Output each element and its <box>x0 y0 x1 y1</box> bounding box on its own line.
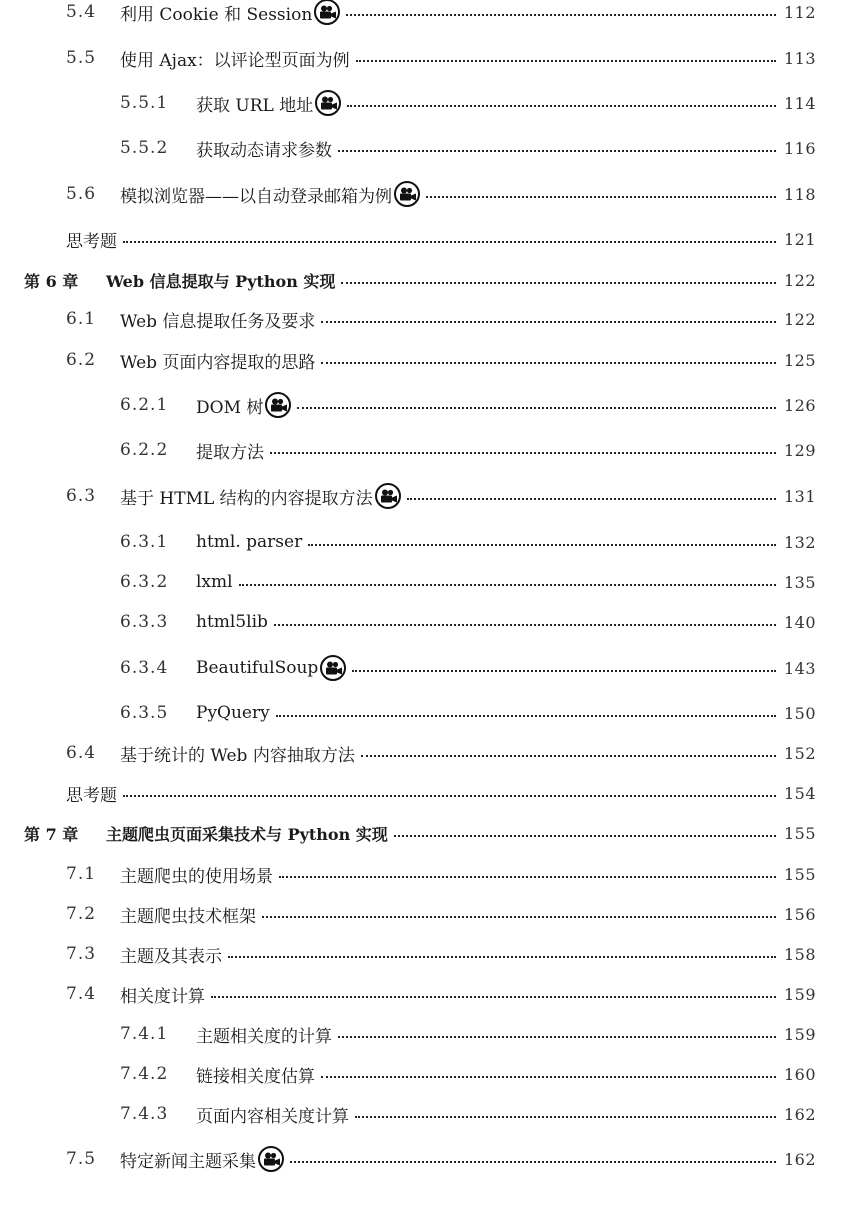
toc-page-number: 162 <box>783 1149 816 1169</box>
toc-entry-title: DOM 树 <box>196 397 264 418</box>
toc-page-number: 129 <box>783 440 816 460</box>
dot-leader <box>211 996 776 998</box>
toc-entry-number: 6.3.4 <box>120 658 169 678</box>
dot-leader <box>290 1161 776 1163</box>
dot-leader <box>239 584 776 586</box>
toc-page-number: 158 <box>783 944 816 964</box>
toc-entry-row[interactable] <box>120 1099 816 1129</box>
toc-entry-title: 获取 URL 地址 <box>196 95 314 116</box>
toc-entry-title: 主题相关度的计算 <box>196 1026 332 1047</box>
toc-page-number: 132 <box>783 532 816 552</box>
toc-entry-row[interactable] <box>120 1019 816 1049</box>
toc-entry-number: 7.4.2 <box>120 1064 169 1084</box>
toc-entry-number: 6.3.3 <box>120 612 169 632</box>
toc-page-number: 112 <box>783 2 816 22</box>
toc-chapter-row[interactable] <box>24 818 816 848</box>
toc-page-number: 154 <box>783 783 816 803</box>
toc-entry-row[interactable] <box>66 859 816 889</box>
dot-leader <box>262 916 776 918</box>
toc-entry-row[interactable] <box>66 0 816 27</box>
dot-leader <box>361 755 776 757</box>
toc-entry-number: 6.4 <box>66 743 97 763</box>
toc-entry-number: 6.2 <box>66 350 97 370</box>
toc-entry-number: 第 6 章 <box>24 271 79 291</box>
toc-entry-row[interactable] <box>66 1144 816 1174</box>
toc-page-number: 125 <box>783 350 816 370</box>
toc-entry-row[interactable] <box>66 179 816 209</box>
video-camera-icon <box>320 655 346 681</box>
toc-entry-title: 思考题 <box>66 785 117 806</box>
toc-entry-title: 链接相关度估算 <box>196 1066 315 1087</box>
video-camera-icon <box>315 90 341 116</box>
dot-leader <box>321 362 776 364</box>
toc-entry-title: 提取方法 <box>196 442 264 463</box>
toc-entry-row[interactable] <box>66 778 816 808</box>
dot-leader <box>407 498 776 500</box>
toc-entry-number: 6.2.2 <box>120 440 169 460</box>
toc-entry-title: html. parser <box>196 532 303 552</box>
toc-entry-row[interactable] <box>66 979 816 1009</box>
toc-entry-number: 5.5.2 <box>120 138 169 158</box>
toc-entry-title: 主题爬虫技术框架 <box>120 906 256 927</box>
toc-entry-row[interactable] <box>66 43 816 73</box>
toc-entry-row[interactable] <box>120 88 816 118</box>
video-camera-icon <box>265 392 291 418</box>
dot-leader <box>347 105 776 107</box>
dot-leader <box>270 452 776 454</box>
dot-leader <box>338 150 776 152</box>
toc-entry-row[interactable] <box>120 567 816 597</box>
toc-entry-row[interactable] <box>66 939 816 969</box>
video-camera-icon <box>394 181 420 207</box>
toc-entry-number: 5.4 <box>66 2 97 22</box>
toc-entry-title: 特定新闻主题采集 <box>120 1151 256 1172</box>
toc-entry-row[interactable] <box>66 738 816 768</box>
toc-page-number: 113 <box>783 48 816 68</box>
toc-entry-title: html5lib <box>196 612 268 632</box>
dot-leader <box>274 624 776 626</box>
toc-page-number: 116 <box>783 138 816 158</box>
dot-leader <box>123 241 776 243</box>
toc-entry-number: 7.4 <box>66 984 97 1004</box>
toc-entry-title: 主题爬虫页面采集技术与 Python 实现 <box>106 824 388 844</box>
toc-entry-number: 6.2.1 <box>120 395 169 415</box>
toc-entry-row[interactable] <box>120 1059 816 1089</box>
toc-page-number: 159 <box>783 984 816 1004</box>
toc-entry-number: 7.1 <box>66 864 97 884</box>
toc-entry-row[interactable] <box>120 435 816 465</box>
toc-page-number: 156 <box>783 904 816 924</box>
toc-entry-number: 5.5 <box>66 48 97 68</box>
toc-entry-title: PyQuery <box>196 703 270 723</box>
toc-entry-number: 7.4.1 <box>120 1024 169 1044</box>
toc-entry-title: lxml <box>196 572 233 592</box>
toc-page-number: 155 <box>783 864 816 884</box>
toc-entry-number: 6.3.2 <box>120 572 169 592</box>
toc-entry-number: 6.3.5 <box>120 703 169 723</box>
toc-page-number: 143 <box>783 658 816 678</box>
toc-entry-title: Web 信息提取任务及要求 <box>120 311 316 332</box>
toc-entry-number: 6.3.1 <box>120 532 169 552</box>
toc-entry-row[interactable] <box>66 345 816 375</box>
toc-page-number: 159 <box>783 1024 816 1044</box>
toc-page-number: 152 <box>783 743 816 763</box>
toc-entry-row[interactable] <box>120 607 816 637</box>
toc-entry-number: 7.3 <box>66 944 97 964</box>
toc-entry-number: 5.5.1 <box>120 93 169 113</box>
toc-entry-number: 7.4.3 <box>120 1104 169 1124</box>
toc-entry-number: 6.1 <box>66 309 97 329</box>
dot-leader <box>279 876 776 878</box>
toc-page-number: 135 <box>783 572 816 592</box>
toc-entry-number: 7.5 <box>66 1149 97 1169</box>
toc-entry-row[interactable] <box>66 304 816 334</box>
dot-leader <box>321 321 776 323</box>
toc-entry-row[interactable] <box>120 390 816 420</box>
toc-entry-row[interactable] <box>66 224 816 254</box>
dot-leader <box>123 795 776 797</box>
toc-entry-number: 5.6 <box>66 184 97 204</box>
toc-entry-title: 获取动态请求参数 <box>196 140 332 161</box>
toc-entry-number: 6.3 <box>66 486 97 506</box>
toc-entry-title: 利用 Cookie 和 Session <box>120 4 313 25</box>
dot-leader <box>355 1116 776 1118</box>
toc-entry-title: 模拟浏览器——以自动登录邮箱为例 <box>120 186 392 207</box>
toc-entry-number: 7.2 <box>66 904 97 924</box>
toc-page-number: 118 <box>783 184 816 204</box>
toc-page-number: 131 <box>783 486 816 506</box>
toc-entry-title: Web 页面内容提取的思路 <box>120 352 316 373</box>
dot-leader <box>308 544 776 546</box>
dot-leader <box>228 956 776 958</box>
toc-entry-title: 基于 HTML 结构的内容提取方法 <box>120 488 373 509</box>
toc-entry-row[interactable] <box>66 899 816 929</box>
toc-page-number: 114 <box>783 93 816 113</box>
toc-entry-row[interactable] <box>120 698 816 728</box>
dot-leader <box>346 14 776 16</box>
dot-leader <box>341 282 776 284</box>
toc-page-number: 121 <box>783 229 816 249</box>
toc-page-number: 155 <box>783 823 816 843</box>
toc-entry-number: 第 7 章 <box>24 824 79 844</box>
dot-leader <box>426 196 776 198</box>
toc-entry-title: BeautifulSoup <box>196 658 319 678</box>
dot-leader <box>352 670 776 672</box>
toc-entry-title: 使用 Ajax：以评论型页面为例 <box>120 50 350 71</box>
toc-entry-title: 页面内容相关度计算 <box>196 1106 349 1127</box>
toc-entry-row[interactable] <box>120 527 816 557</box>
dot-leader <box>338 1036 776 1038</box>
dot-leader <box>276 715 776 717</box>
toc-page-number: 160 <box>783 1064 816 1084</box>
toc-entry-title: 基于统计的 Web 内容抽取方法 <box>120 745 355 766</box>
toc-chapter-row[interactable] <box>24 265 816 295</box>
dot-leader <box>297 407 776 409</box>
toc-entry-row[interactable] <box>120 653 816 683</box>
video-camera-icon <box>375 483 401 509</box>
toc-page-number: 122 <box>783 270 816 290</box>
toc-page-number: 140 <box>783 612 816 632</box>
toc-page-number: 162 <box>783 1104 816 1124</box>
toc-entry-title: 相关度计算 <box>120 986 205 1007</box>
toc-page-number: 122 <box>783 309 816 329</box>
toc-entry-title: 主题爬虫的使用场景 <box>120 866 273 887</box>
toc-entry-title: 主题及其表示 <box>120 946 222 967</box>
toc-entry-row[interactable] <box>66 481 816 511</box>
toc-page-number: 126 <box>783 395 816 415</box>
video-camera-icon <box>258 1146 284 1172</box>
toc-entry-title: 思考题 <box>66 231 117 252</box>
toc-entry-row[interactable] <box>120 133 816 163</box>
toc-page-number: 150 <box>783 703 816 723</box>
dot-leader <box>321 1076 776 1078</box>
toc-entry-title: Web 信息提取与 Python 实现 <box>106 271 336 291</box>
video-camera-icon <box>314 0 340 25</box>
dot-leader <box>356 60 776 62</box>
dot-leader <box>394 835 776 837</box>
